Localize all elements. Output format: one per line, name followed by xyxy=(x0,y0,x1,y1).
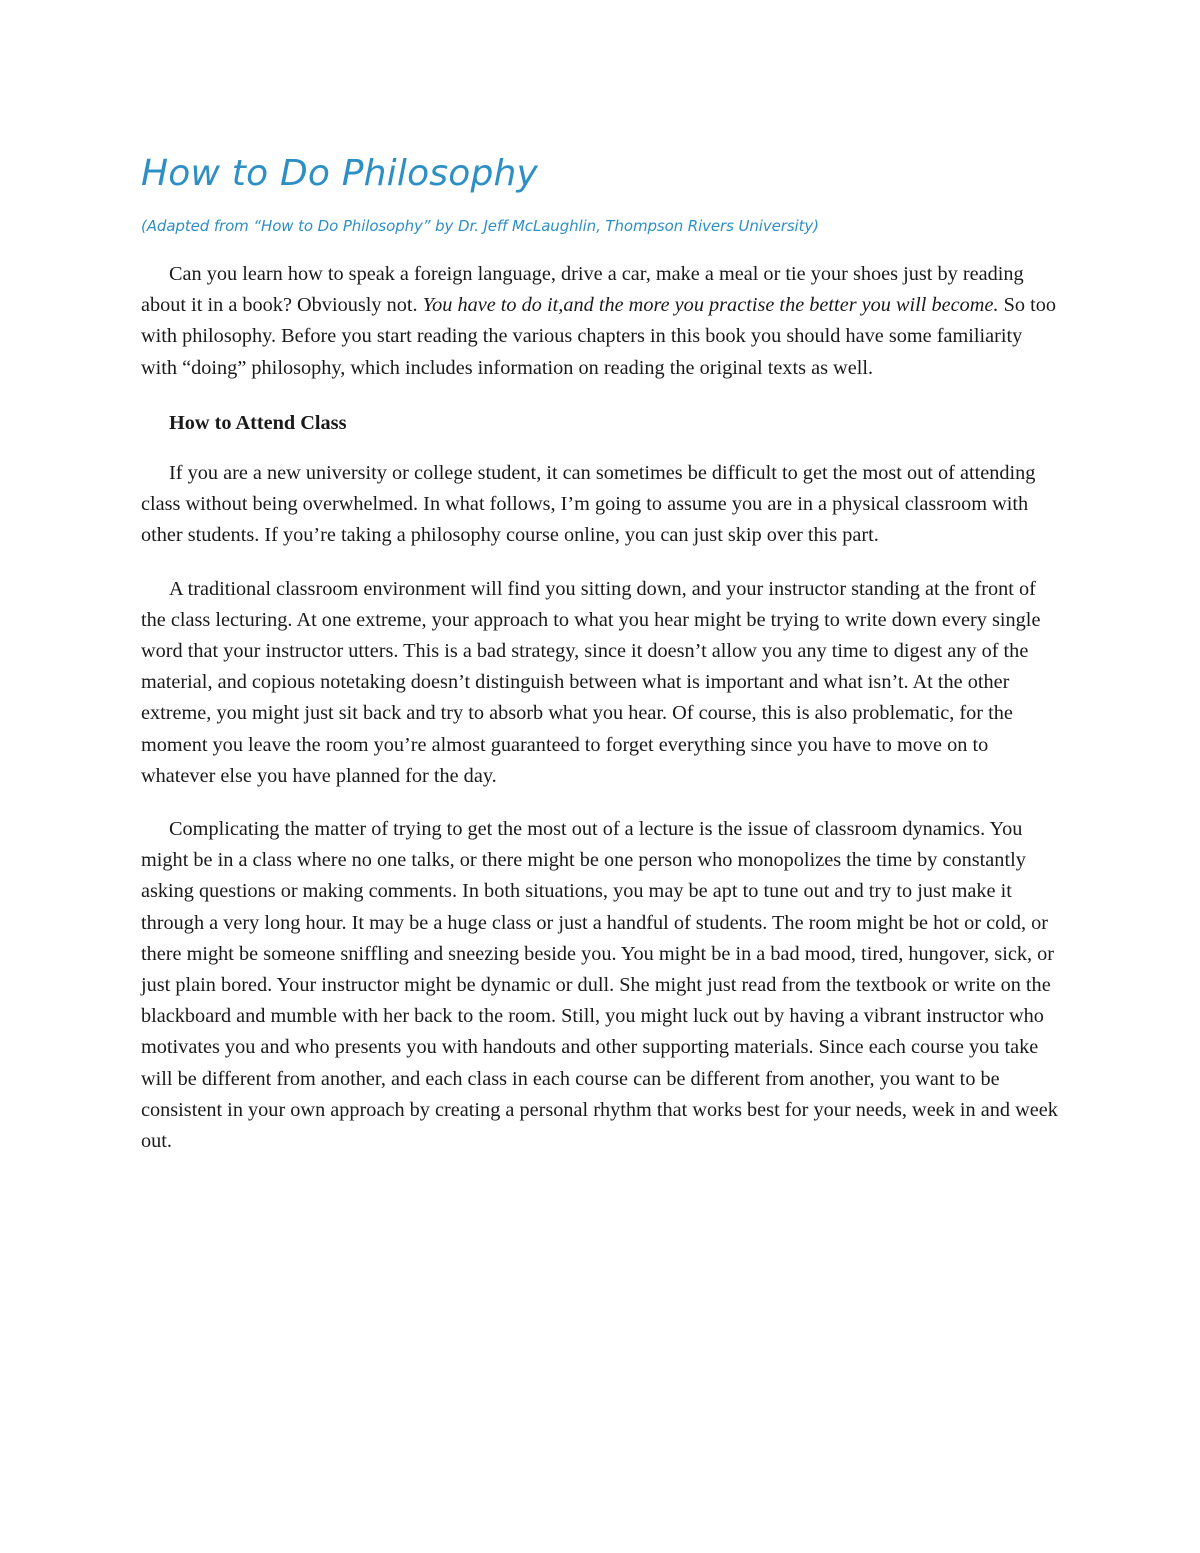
document-content xyxy=(141,144,1061,1157)
intro-text-before: Can you learn how to speak a foreign language, drive a car, make a meal or tie your shoes just by reading about it in a book? Obviously not. xyxy=(141,263,1024,317)
attribution-subtitle: (Adapted from “How to Do Philosophy” by Dr. Jeff McLaughlin, Thompson Rivers University) xyxy=(141,217,819,235)
section-heading: How to Attend Class xyxy=(169,411,347,434)
body-paragraph: Complicating the matter of trying to get the most out of a lecture is the issue of classroom dynamics. You might be in a class where no one talks, or there might be one person who monopolizes the time by constantly asking questions or making comments. In both situations, you may be apt to tune out and try to just make it through a very long hour. It may be a huge class or just a handful of students. The room might be hot or cold, or there might be someone sniffling and sneezing beside you. You might be in a bad mood, tired, hungover, sick, or just plain bored. Your instructor might be dynamic or dull. She might just read from the textbook or write on the blackboard and mumble with her back to the room. Still, you might luck out by having a vibrant instructor who motivates you and who presents you with handouts and other supporting materials. Since each course you take will be different from another, and each class in each course can be different from another, you want to be consistent in your own approach by creating a personal rhythm that works best for your needs, week in and week out. xyxy=(141,818,1058,1153)
intro-paragraph xyxy=(141,259,1061,384)
intro-emphasis: You have to do it,and the more you practise the better you will become. xyxy=(422,294,999,317)
page-title: How to Do Philosophy xyxy=(141,153,539,194)
intro-text-after: So too with philosophy. Before you start reading the various chapters in this book you should have some familiarity with “doing” philosophy, which includes information on reading the original texts as well. xyxy=(141,294,1057,379)
body-paragraph: If you are a new university or college student, it can sometimes be difficult to get the most out of attending class without being overwhelmed. In what follows, I’m going to assume you are in a physical classroom with other students. If you’re taking a philosophy course online, you can just skip over this part. xyxy=(141,462,1036,547)
body-paragraph: A traditional classroom environment will find you sitting down, and your instructor standing at the front of the class lecturing. At one extreme, your approach to what you hear might be trying to write down every single word that your instructor utters. This is a bad strategy, since it doesn’t allow you any time to digest any of the material, and copious notetaking doesn’t distinguish between what is important and what isn’t. At the other extreme, you might just sit back and try to absorb what you hear. Of course, this is also problematic, for the moment you leave the room you’re almost guaranteed to forget everything since you have to move on to whatever else you have planned for the day. xyxy=(141,577,1041,787)
